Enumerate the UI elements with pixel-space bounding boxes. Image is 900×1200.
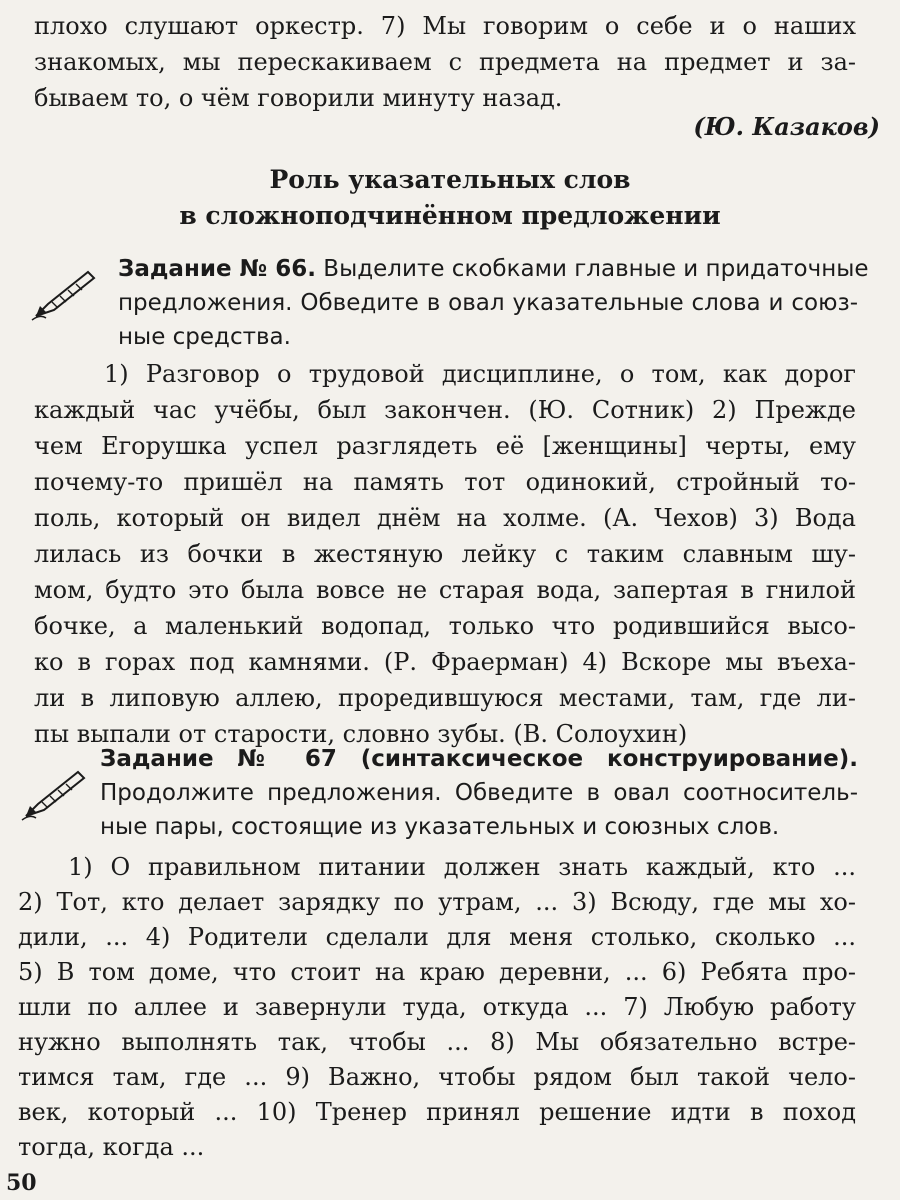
task-67-line: ные пары, состоящие из указательных и союзных слов. [100, 814, 780, 840]
task-66-body-line: 1) Разговор о трудовой дисциплине, о том, как дорог [104, 360, 856, 388]
intro-attribution: (Ю. Казаков) [693, 112, 880, 141]
task-66-body-line: бочке, а маленький водопад, только что родившийся высо- [34, 612, 856, 640]
task-67-body-line: тогда, когда ... [18, 1133, 205, 1161]
task-66-body-line: чем Егорушка успел разглядеть её [женщины] черты, ему [34, 432, 856, 460]
intro-line: плохо слушают оркестр. 7) Мы говорим о себе и о наших [34, 12, 856, 40]
task-66-first-line [118, 252, 869, 286]
task-67-body-line: 1) О правильном питании должен знать каждый, кто ... [68, 853, 856, 881]
task-66-body-line: лилась из бочки в жестяную лейку с таким славным шу- [34, 540, 856, 568]
task-66-line: предложения. Обведите в овал указательные слова и союз- [118, 290, 858, 316]
task-67-body-line: дили, ... 4) Родители сделали для меня столько, сколько ... [18, 923, 856, 951]
task-66-instruction [118, 252, 869, 354]
task-67-body-line: тимся там, где ... 9) Важно, чтобы рядом был такой чело- [18, 1063, 856, 1091]
task-66-body-line: мом, будто это была вовсе не старая вода, запертая в гнилой [34, 576, 856, 604]
task-66-body [34, 356, 856, 752]
task-67-body-line: 5) В том доме, что стоит на краю деревни, ... 6) Ребята про- [18, 958, 856, 986]
task-67-body-line: шли по аллее и завернули туда, откуда ... 7) Любую работу [18, 993, 856, 1021]
intro-line: знакомых, мы перескакиваем с предмета на предмет и за- [34, 48, 856, 76]
pen-icon [30, 266, 100, 322]
task-67-body-line: нужно выполнять так, чтобы ... 8) Мы обязательно встре- [18, 1028, 856, 1056]
task-67-body-line: 2) Тот, кто делает зарядку по утрам, ... 3) Всюду, где мы хо- [18, 888, 856, 916]
intro-paragraph [34, 8, 856, 116]
task-67-body [18, 850, 856, 1165]
task-67-instruction [100, 742, 858, 844]
task-66-line: Выделите скобками главные и придаточные [316, 256, 869, 282]
task-67-body-line: век, который ... 10) Тренер принял решение идти в поход [18, 1098, 856, 1126]
pen-icon [20, 766, 90, 822]
task-66-body-line: ли в липовую аллею, проредившуюся местами, там, где ли- [34, 684, 856, 712]
task-66-body-line: почему-то пришёл на память тот одинокий, стройный то- [34, 468, 856, 496]
task-66-body-line: пы выпали от старости, словно зубы. (В. Солоухин) [34, 720, 688, 748]
task-66-body-line: поль, который он видел днём на холме. (А. Чехов) 3) Вода [34, 504, 856, 532]
task-67-line: Продолжите предложения. Обведите в овал соотноситель- [100, 780, 858, 806]
task-67-label: Задание № 67 (синтаксическое конструирование). [100, 746, 858, 772]
page-number: 50 [6, 1170, 37, 1196]
task-66-line: ные средства. [118, 324, 291, 350]
task-66-body-line: каждый час учёбы, был закончен. (Ю. Сотник) 2) Прежде [34, 396, 856, 424]
section-title-line-1: Роль указательных слов [269, 165, 631, 194]
intro-line: бываем то, о чём говорили минуту назад. [34, 84, 563, 112]
task-66-body-line: ко в горах под камнями. (Р. Фраерман) 4) Вскоре мы въеха- [34, 648, 856, 676]
section-title-line-2: в сложноподчинённом предложении [179, 201, 721, 230]
task-66-label: Задание № 66. [118, 256, 316, 282]
